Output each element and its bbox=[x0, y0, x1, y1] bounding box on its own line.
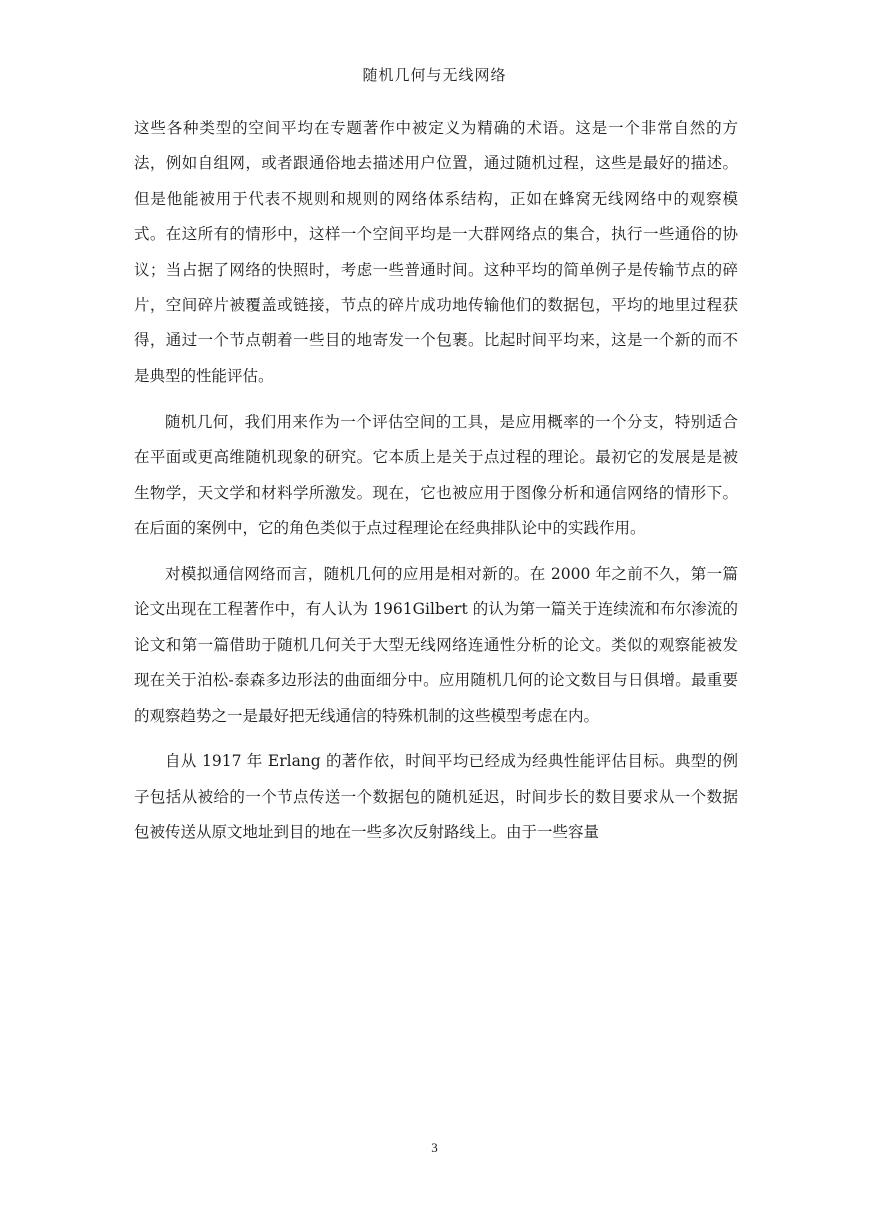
paragraph-3: 对模拟通信网络而言，随机几何的应用是相对新的。在 2000 年之前不久，第一篇论文出现在工程著作中，有人认为 1961Gilbert 的认为第一篇关于连续流和布尔渗流的论文和第一篇借助于随机几何关于大型无线网络连通性分析的论文。类似的观察能被发现在关于泊松-泰森多边形法的曲面细分中。应用随机几何的论文数目与日俱增。最重要的观察趋势之一是最好把无线通信的特殊机制的这些模型考虑在内。 bbox=[134, 564, 738, 725]
page-number: 3 bbox=[431, 1140, 438, 1155]
paragraph-2: 随机几何，我们用来作为一个评估空间的工具，是应用概率的一个分支，特别适合在平面或更高维随机现象的研究。它本质上是关于点过程的理论。最初它的发展是是被生物学，天文学和材料学所激发。现在，它也被应用于图像分析和通信网络的情形下。在后面的案例中，它的角色类似于点过程理论在经典排队论中的实践作用。 bbox=[134, 412, 738, 537]
paragraph-1: 这些各种类型的空间平均在专题著作中被定义为精确的术语。这是一个非常自然的方法，例如自组网，或者跟通俗地去描述用户位置，通过随机过程，这些是最好的描述。但是他能被用于代表不规则和规则的网络体系结构，正如在蜂窝无线网络中的观察模式。在这所有的情形中，这样一个空间平均是一大群网络点的集合，执行一些通俗的协议；当占据了网络的快照时，考虑一些普通时间。这种平均的简单例子是传输节点的碎片，空间碎片被覆盖或链接，节点的碎片成功地传输他们的数据包，平均的地里过程获得，通过一个节点朝着一些目的地寄发一个包裹。比起时间平均来，这是一个新的而不是典型的性能评估。 bbox=[134, 119, 738, 385]
paragraph-4: 自从 1917 年 Erlang 的著作依，时间平均已经成为经典性能评估目标。典型的例子包括从被给的一个节点传送一个数据包的随机延迟，时间步长的数目要求从一个数据包被传送从原文地址到目的地在一些多次反射路线上。由于一些容量 bbox=[134, 752, 738, 842]
running-header: 随机几何与无线网络 bbox=[362, 66, 507, 84]
body-text bbox=[134, 111, 738, 851]
